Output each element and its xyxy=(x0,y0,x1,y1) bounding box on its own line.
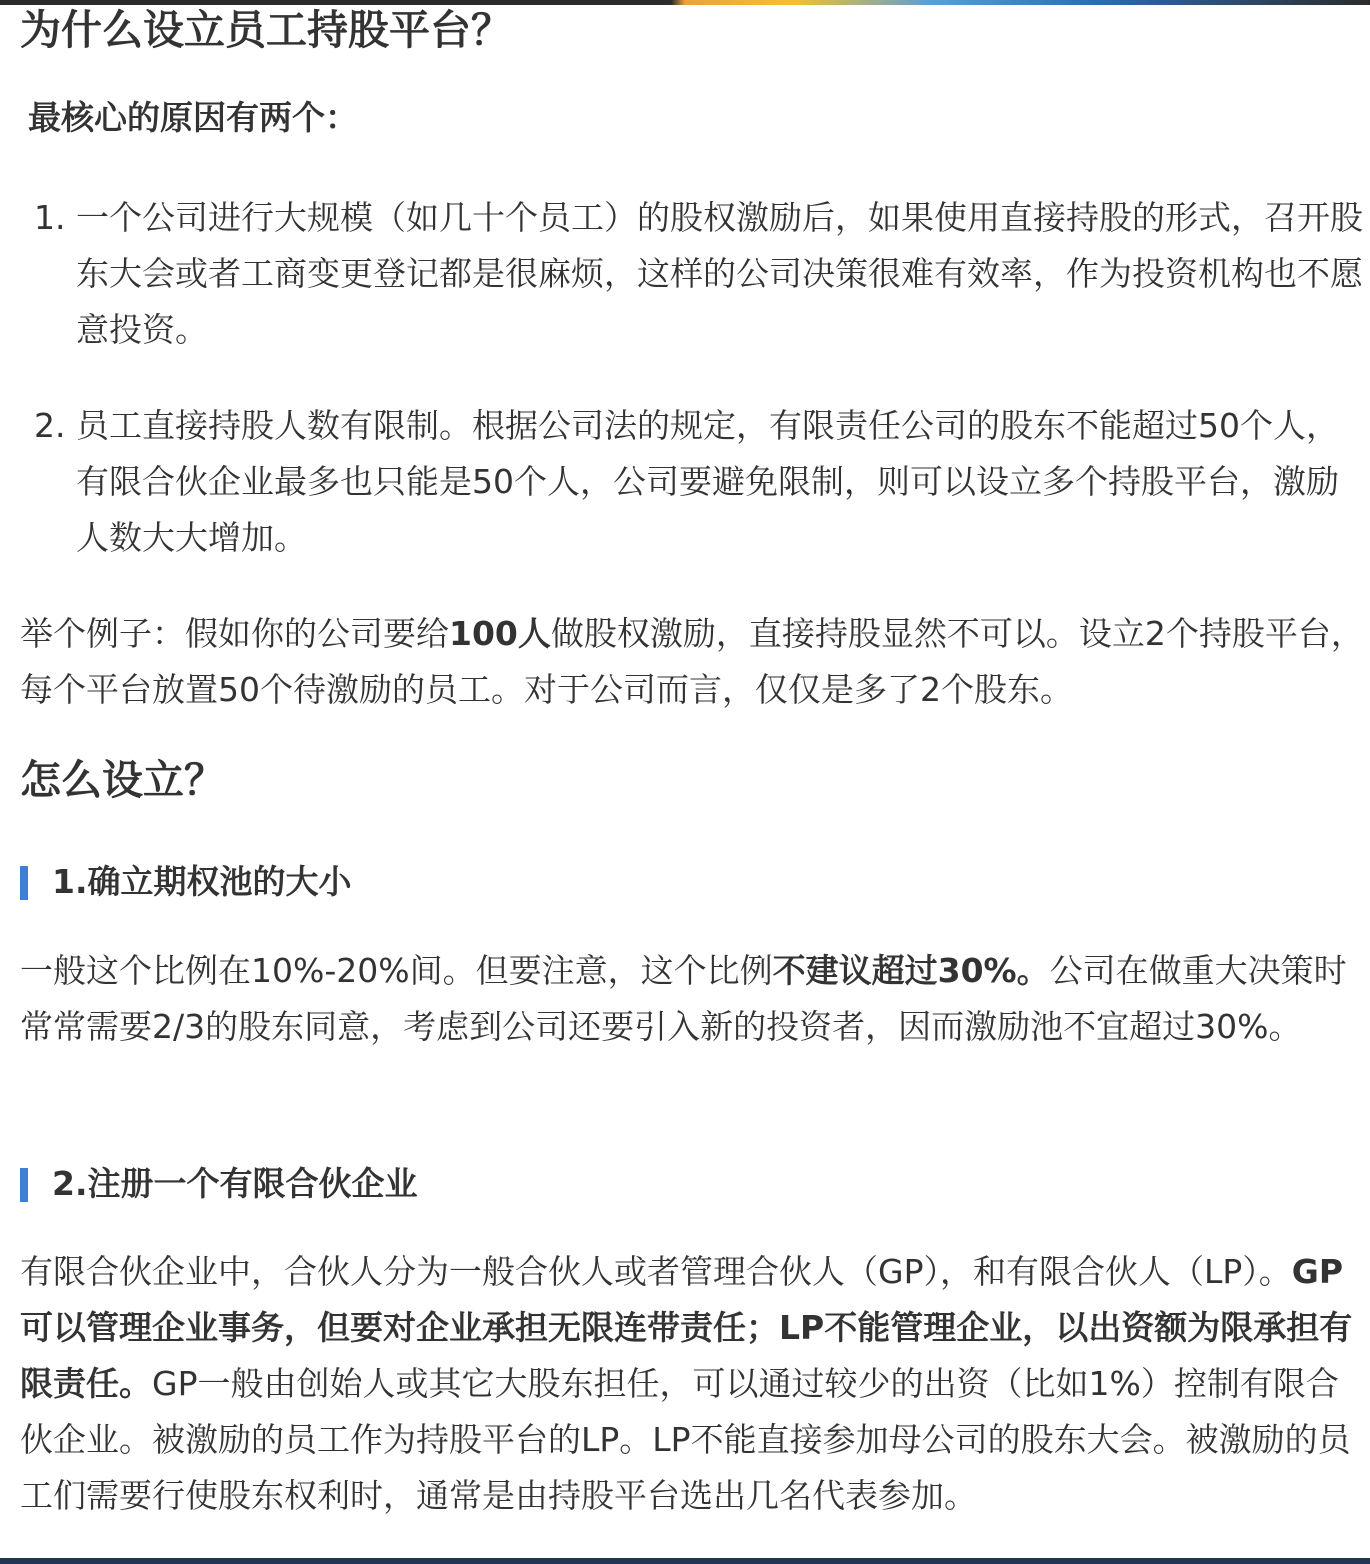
list-item-text: 员工直接持股人数有限制。根据公司法的规定，有限责任公司的股东不能超过50个人，有限合伙企业最多也只能是50个人，公司要避免限制，则可以设立多个持股平台，激励人数大大增加。 xyxy=(76,406,1339,557)
bottom-bar xyxy=(0,1558,1370,1564)
section-1-text-post: 公司在做重大决策时常常需要2/3的股东同意，考虑到公司还要引入新的投资者，因而激励池不宜超过30%。 xyxy=(20,951,1347,1046)
page-title: 为什么设立员工持股平台？ xyxy=(20,6,512,54)
reason-list xyxy=(20,190,1365,566)
list-item-number: 1. xyxy=(34,198,66,237)
list-item-text: 一个公司进行大规模（如几十个员工）的股权激励后，如果使用直接持股的形式，召开股东大会或者工商变更登记都是很麻烦，这样的公司决策很难有效率，作为投资机构也不愿意投资。 xyxy=(76,198,1363,349)
section-1-text-pre: 一般这个比例在10%-20%间。但要注意，这个比例 xyxy=(20,951,773,990)
section-2-text-pre: 有限合伙企业中，合伙人分为一般合伙人或者管理合伙人（GP），和有限合伙人（LP）。 xyxy=(20,1252,1292,1291)
core-reason-heading: 最核心的原因有两个： xyxy=(28,98,358,137)
list-item xyxy=(20,398,1365,566)
how-to-heading: 怎么设立？ xyxy=(20,756,225,804)
example-text-pre: 举个例子：假如你的公司要给 xyxy=(20,614,449,653)
article-content xyxy=(20,0,1365,1558)
section-1-text-bold: 不建议超过30%。 xyxy=(772,951,1050,990)
example-paragraph xyxy=(20,606,1365,718)
section-2-heading: 2.注册一个有限合伙企业 xyxy=(20,1160,418,1208)
section-1-heading: 1.确立期权池的大小 xyxy=(20,858,352,906)
list-item-number: 2. xyxy=(34,406,66,445)
section-2-paragraph xyxy=(20,1244,1365,1524)
list-item xyxy=(20,190,1365,358)
example-text-post: 做股权激励，直接持股显然不可以。设立2个持股平台，每个平台放置50个待激励的员工。对于公司而言，仅仅是多了2个股东。 xyxy=(20,614,1364,709)
section-2-text-bold: GP可以管理企业事务，但要对企业承担无限连带责任；LP不能管理企业，以出资额为限承担有限责任。 xyxy=(20,1252,1353,1403)
section-2-text-post: GP一般由创始人或其它大股东担任，可以通过较少的出资（比如1%）控制有限合伙企业。被激励的员工作为持股平台的LP。LP不能直接参加母公司的股东大会。被激励的员工们需要行使股东权利时，通常是由持股平台选出几名代表参加。 xyxy=(20,1364,1351,1515)
section-1-paragraph xyxy=(20,943,1365,1055)
example-text-bold: 100人 xyxy=(449,614,551,653)
